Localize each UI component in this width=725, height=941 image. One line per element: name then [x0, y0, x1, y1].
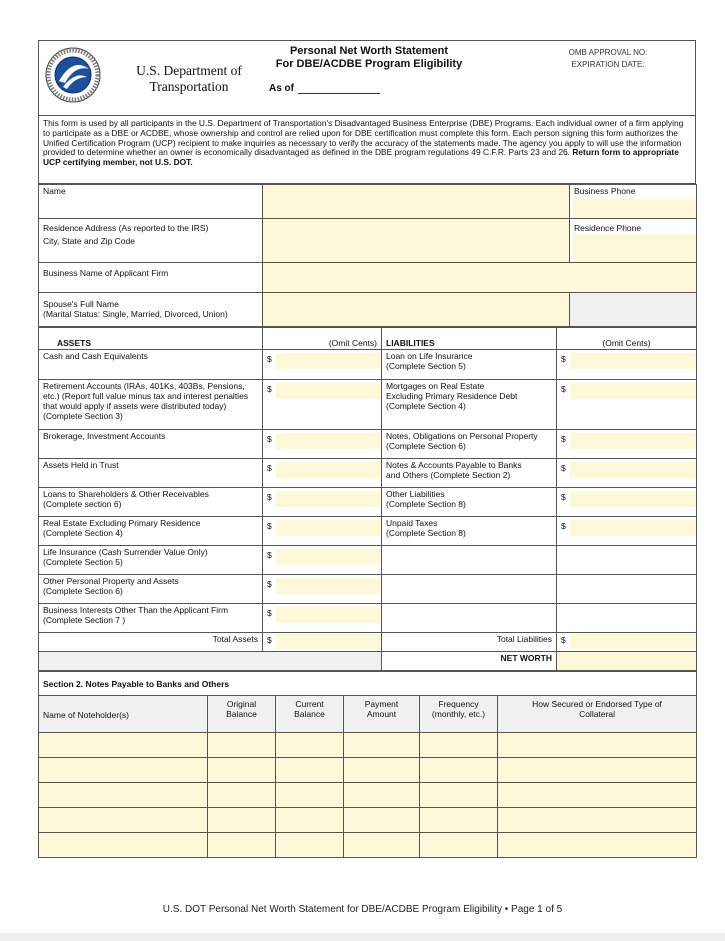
section2-cell-input[interactable]: [208, 783, 276, 808]
bottom-bar: [0, 933, 725, 941]
net-worth-input[interactable]: [557, 652, 697, 671]
asset-amount-cell: [263, 380, 382, 430]
business-phone-cell: [570, 185, 697, 219]
form-page: [38, 40, 696, 858]
asset-label: Business Interests Other Than the Applicant Firm (Complete Section 7 ): [39, 604, 263, 633]
business-name-label-cell: [39, 263, 263, 293]
liability-dollar: $: [561, 354, 566, 364]
asset-amount-cell: [263, 459, 382, 488]
asset-amount-cell: [263, 517, 382, 546]
assets-header-text: ASSETS: [57, 338, 92, 348]
spouse-input[interactable]: [263, 293, 570, 327]
section2-cell-input[interactable]: [498, 783, 697, 808]
asset-dollar: $: [267, 463, 272, 473]
asset-amount-cell: [263, 430, 382, 459]
balance-table: [38, 327, 697, 671]
asset-amount-input[interactable]: [276, 607, 381, 623]
intro-body: This form is used by all participants in the U.S. Department of Transportation's Disadvantaged Business Enterprise (DBE) Programs. Each individual owner of a firm applying to participate as a DBE or ACDBE, whose ownership and control are relied upon for DBE certification must complete this form. Each person signing this form authorizes the Unified Certification Program (UCP) recipient to make inquiries as necessary to verify the accuracy of the statements made. The agency you apply to will use the information provided to determine whether an owner is economically disadvantaged as defined in the DBE program regulations 49 C.F.R. Parts 23 and 26.: [43, 118, 684, 158]
liability-amount-input[interactable]: [570, 520, 696, 536]
asset-amount-input[interactable]: [276, 353, 381, 369]
asset-amount-input[interactable]: [276, 433, 381, 449]
dot-seal-icon: [45, 47, 101, 103]
section2-cell-input[interactable]: [39, 733, 208, 758]
asset-amount-input[interactable]: [276, 578, 381, 594]
section2-cell-input[interactable]: [276, 733, 344, 758]
liability-label: Notes, Obligations on Personal Property (Complete Section 6): [382, 430, 557, 459]
total-assets-label: Total Assets: [39, 633, 263, 652]
liability-amount-input[interactable]: [570, 491, 696, 507]
section2-cell-input[interactable]: [39, 758, 208, 783]
liability-label: Other Liabilities (Complete Section 8): [382, 488, 557, 517]
liability-amount-empty: [557, 546, 697, 575]
liability-dollar: $: [561, 521, 566, 531]
section2-cell-input[interactable]: [344, 783, 420, 808]
asset-label: Assets Held in Trust: [39, 459, 263, 488]
residence-address-label-cell: [39, 219, 263, 263]
section2-row: [39, 758, 697, 783]
asset-label: Cash and Cash Equivalents: [39, 350, 263, 380]
section2-cell-input[interactable]: [39, 783, 208, 808]
liability-amount-empty: [557, 575, 697, 604]
section2-cell-input[interactable]: [208, 733, 276, 758]
section2-cell-input[interactable]: [498, 733, 697, 758]
liabilities-omit-cents: (Omit Cents): [557, 328, 697, 350]
asset-dollar: $: [267, 354, 272, 364]
asset-amount-input[interactable]: [276, 520, 381, 536]
section2-cell-input[interactable]: [208, 808, 276, 833]
liability-amount-cell: [557, 517, 697, 546]
net-worth-label: NET WORTH: [382, 652, 557, 671]
balance-row: [39, 517, 697, 546]
asset-dollar: $: [267, 579, 272, 589]
balance-row: [39, 546, 697, 575]
section2-column-header: Frequency (monthly, etc.): [420, 696, 498, 733]
residence-address-label: Residence Address (As reported to the IRS): [43, 223, 209, 233]
asset-dollar: $: [267, 608, 272, 618]
personal-info-table: [38, 184, 697, 327]
total-assets-dollar: $: [267, 635, 272, 645]
asset-amount-cell: [263, 604, 382, 633]
liability-dollar: $: [561, 434, 566, 444]
section2-cell-input[interactable]: [208, 833, 276, 858]
total-liabilities-label: Total Liabilities: [382, 633, 557, 652]
asset-label: Retirement Accounts (IRAs, 401Ks, 403Bs, Pensions, etc.) (Report full value minus tax and interest penalties that would apply if assets were distributed today) (Complete Section 3): [39, 380, 263, 430]
intro-return-note: Return form to appropriate UCP certifying member, not U.S. DOT: [43, 147, 679, 168]
intro-text: This form is used by all participants in the U.S. Department of Transportation's Disadvantaged Business Enterprise (DBE) Programs. Each individual owner of a firm applying to participate as a DBE or ACDBE, whose ownership and control are relied upon for DBE certification must complete this form. Each person signing this form authorizes the Unified Certification Program (UCP) recipient to make inquiries as necessary to verify the accuracy of the statements made. The agency you apply to will use the information provided to determine whether an owner is economically disadvantaged as defined in the DBE program regulations 49 C.F.R. Parts 23 and 26. Return form to appropriate UCP certifying member, not U.S. DOT.: [39, 116, 696, 184]
asset-label: Other Personal Property and Assets (Complete Section 6): [39, 575, 263, 604]
total-liabilities-input[interactable]: [570, 634, 696, 649]
spouse-label: Spouse's Full Name: [43, 299, 119, 309]
liability-label: [382, 575, 557, 604]
liability-dollar: $: [561, 492, 566, 502]
business-phone-input[interactable]: [573, 199, 696, 218]
liability-amount-input[interactable]: [570, 353, 696, 369]
business-phone-label: Business Phone: [574, 186, 636, 196]
liability-label: Loan on Life Insurance (Complete Section 5): [382, 350, 557, 380]
asset-amount-input[interactable]: [276, 549, 381, 565]
liability-amount-cell: [557, 488, 697, 517]
total-liabilities-cell: [557, 633, 697, 652]
section2-column-header: Name of Noteholder(s): [39, 696, 208, 733]
asset-label: Loans to Shareholders & Other Receivables (Complete section 6): [39, 488, 263, 517]
section2-title: Section 2. Notes Payable to Banks and Others: [39, 672, 697, 696]
balance-row: [39, 488, 697, 517]
intro-table: [38, 115, 696, 184]
section2-cell-input[interactable]: [498, 833, 697, 858]
asset-amount-cell: [263, 575, 382, 604]
liability-label: [382, 604, 557, 633]
asset-amount-input[interactable]: [276, 462, 381, 478]
department-name: U.S. Department of Transportation: [136, 63, 242, 94]
name-input[interactable]: [263, 185, 570, 219]
total-assets-input[interactable]: [276, 634, 381, 649]
balance-row: [39, 575, 697, 604]
section2-cell-input[interactable]: [276, 833, 344, 858]
section2-cell-input[interactable]: [39, 833, 208, 858]
as-of-input[interactable]: [298, 84, 380, 94]
assets-header: [39, 328, 263, 350]
asset-dollar: $: [267, 521, 272, 531]
form-title-line2: For DBE/ACDBE Program Eligibility: [275, 58, 463, 70]
section2-column-header: Original Balance: [208, 696, 276, 733]
liability-amount-cell: [557, 380, 697, 430]
liability-amount-input[interactable]: [570, 462, 696, 478]
section2-cell-input[interactable]: [276, 783, 344, 808]
liability-dollar: $: [561, 384, 566, 394]
balance-row: [39, 380, 697, 430]
business-name-label: Business Name of Applicant Firm: [43, 268, 169, 278]
section2-column-header: Current Balance: [276, 696, 344, 733]
section2-table: [38, 671, 697, 858]
asset-amount-cell: [263, 488, 382, 517]
section2-cell-input[interactable]: [420, 833, 498, 858]
section2-cell-input[interactable]: [498, 808, 697, 833]
page-footer: U.S. DOT Personal Net Worth Statement for DBE/ACDBE Program Eligibility • Page 1 of 5: [162, 904, 563, 915]
section2-row: [39, 808, 697, 833]
balance-row: [39, 430, 697, 459]
residence-address-input[interactable]: [263, 219, 570, 263]
total-assets-cell: [263, 633, 382, 652]
total-liabilities-dollar: $: [561, 635, 566, 645]
asset-amount-input[interactable]: [276, 491, 381, 507]
spouse-label-cell: [39, 293, 263, 327]
as-of-field: [269, 83, 380, 94]
section2-header-row: [39, 696, 697, 733]
asset-amount-cell: [263, 350, 382, 380]
asset-dollar: $: [267, 384, 272, 394]
balance-row: [39, 604, 697, 633]
asset-label: Real Estate Excluding Primary Residence (Complete Section 4): [39, 517, 263, 546]
business-name-input[interactable]: [263, 263, 697, 293]
section2-row: [39, 733, 697, 758]
section2-column-header: How Secured or Endorsed Type of Collateral: [498, 696, 697, 733]
residence-phone-cell: [570, 219, 697, 263]
spouse-blank-cell: [570, 293, 697, 327]
liability-label: Unpaid Taxes (Complete Section 8): [382, 517, 557, 546]
asset-dollar: $: [267, 492, 272, 502]
assets-omit-cents: (Omit Cents): [263, 328, 382, 350]
liability-amount-input[interactable]: [570, 383, 696, 399]
section2-cell-input[interactable]: [344, 808, 420, 833]
asset-amount-cell: [263, 546, 382, 575]
section2-row: [39, 783, 697, 808]
section2-row: [39, 833, 697, 858]
form-header: [38, 40, 696, 115]
section2-cell-input[interactable]: [208, 758, 276, 783]
balance-row: [39, 350, 697, 380]
section2-cell-input[interactable]: [344, 758, 420, 783]
section2-cell-input[interactable]: [344, 733, 420, 758]
liability-label: Mortgages on Real Estate Excluding Primary Residence Debt (Complete Section 4): [382, 380, 557, 430]
asset-dollar: $: [267, 434, 272, 444]
residence-phone-input[interactable]: [573, 234, 696, 262]
omb-approval-label: OMB APPROVAL NO:: [568, 48, 648, 57]
expiration-date-label: EXPIRATION DATE:: [571, 60, 645, 69]
section2-cell-input[interactable]: [420, 808, 498, 833]
residence-phone-label: Residence Phone: [574, 223, 642, 233]
liability-amount-empty: [557, 604, 697, 633]
asset-label: Life Insurance (Cash Surrender Value Only) (Complete Section 5): [39, 546, 263, 575]
section2-cell-input[interactable]: [420, 783, 498, 808]
as-of-label: As of: [269, 83, 294, 94]
omb-info: [533, 47, 683, 71]
section2-rows: [39, 733, 697, 858]
liabilities-header: LIABILITIES: [382, 328, 557, 350]
form-title: [269, 45, 469, 71]
section2-column-header: Payment Amount: [344, 696, 420, 733]
name-label: Name: [39, 185, 263, 219]
liability-amount-cell: [557, 430, 697, 459]
liability-label: Notes & Accounts Payable to Banks and Others (Complete Section 2): [382, 459, 557, 488]
asset-label: Brokerage, Investment Accounts: [39, 430, 263, 459]
section2-cell-input[interactable]: [498, 758, 697, 783]
section2-cell-input[interactable]: [420, 758, 498, 783]
section2-cell-input[interactable]: [344, 833, 420, 858]
marital-status-label: (Marital Status: Single, Married, Divorced, Union): [43, 309, 228, 319]
balance-rows: [39, 350, 697, 633]
asset-amount-input[interactable]: [276, 383, 381, 399]
liability-amount-cell: [557, 459, 697, 488]
section2-cell-input[interactable]: [276, 758, 344, 783]
net-worth-blank: [39, 652, 382, 671]
liability-amount-cell: [557, 350, 697, 380]
form-title-line1: Personal Net Worth Statement: [289, 45, 449, 57]
liability-amount-input[interactable]: [570, 433, 696, 449]
city-state-zip-label: City, State and Zip Code: [43, 236, 135, 246]
liability-dollar: $: [561, 463, 566, 473]
balance-row: [39, 459, 697, 488]
section2-cell-input[interactable]: [39, 808, 208, 833]
liability-label: [382, 546, 557, 575]
section2-cell-input[interactable]: [420, 733, 498, 758]
asset-dollar: $: [267, 550, 272, 560]
section2-cell-input[interactable]: [276, 808, 344, 833]
